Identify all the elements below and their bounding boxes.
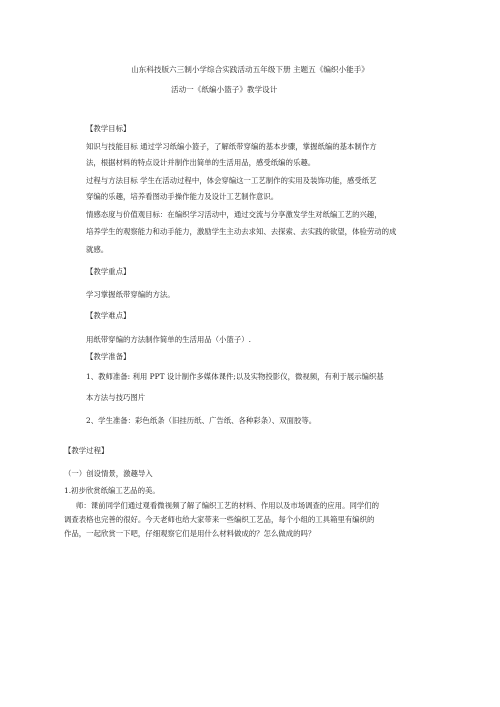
process-paragraph-line2: 调查表格也完善的很好。今天老师也给大家带来一些编织工艺品，每个小组的工具箱里有编织的 [64, 515, 375, 524]
difficult-heading: 【教学难点】 [86, 311, 131, 320]
goal-process-line1: 过程与方法目标 学生在活动过程中，体会穿编这一工艺制作的实用及装饰功能，感受纸艺 [86, 176, 377, 185]
process-item1: 1.初步欣赏纸编工艺品的美。 [64, 486, 160, 495]
process-paragraph-line3: 作品，一起欣赏一下吧，仔细观察它们是用什么材料做成的？怎么做成的吗？ [64, 529, 316, 538]
goal-knowledge-line1: 知识与技能目标 通过学习纸编小篮子，了解纸带穿编的基本步骤，掌握纸编的基本制作方 [86, 142, 377, 151]
process-heading: 【教学过程】 [64, 446, 109, 455]
goal-emotion-line3: 就感。 [86, 245, 109, 254]
key-heading: 【教学重点】 [86, 267, 131, 276]
goal-emotion-line2: 培养学生的观察能力和动手能力，激励学生主动去求知、去探索、去实践的欲望，体验劳动的成 [86, 227, 397, 236]
goal-process-line2: 穿编的乐趣，培养看图动手操作能力及设计工艺制作意识。 [86, 192, 279, 201]
process-paragraph-line1: 师：课前同学们通过观看微视频了解了编织工艺的材料、作用以及市场调查的应用。同学们的 [76, 501, 380, 510]
goal-knowledge-line2: 法，根据材料的特点设计并制作出简单的生活用品，感受纸编的乐趣。 [86, 158, 316, 167]
goals-heading: 【教学目标】 [86, 124, 131, 133]
goal-emotion-line1: 情感态度与价值观目标：在编织学习活动中，通过交流与分享激发学生对纸编工艺的兴趣， [86, 210, 382, 219]
prep-student: 2、学生准备：彩色纸条（旧挂历纸、广告纸、各种彩条）、双面胶等。 [86, 416, 317, 425]
document-subtitle: 活动一《纸编小篮子》教学设计 [171, 85, 278, 94]
prep-heading: 【教学准备】 [86, 352, 131, 361]
key-text: 学习掌握纸带穿编的方法。 [86, 290, 175, 299]
prep-teacher-line1: 1、教师准备: 利用 PPT 设计制作多媒体课件;以及实物投影仪，微视频，有利于展示编织基 [86, 372, 384, 381]
prep-teacher-line2: 本方法与技巧图片 [86, 393, 146, 402]
document-title: 山东科技版六三制小学综合实践活动五年级下册 主题五《编织小能手》 [131, 65, 369, 74]
process-part1-heading: （一）创设情景，激趣导入 [64, 469, 153, 478]
difficult-text: 用纸带穿编的方法制作简单的生活用品（小篮子）. [86, 335, 251, 344]
